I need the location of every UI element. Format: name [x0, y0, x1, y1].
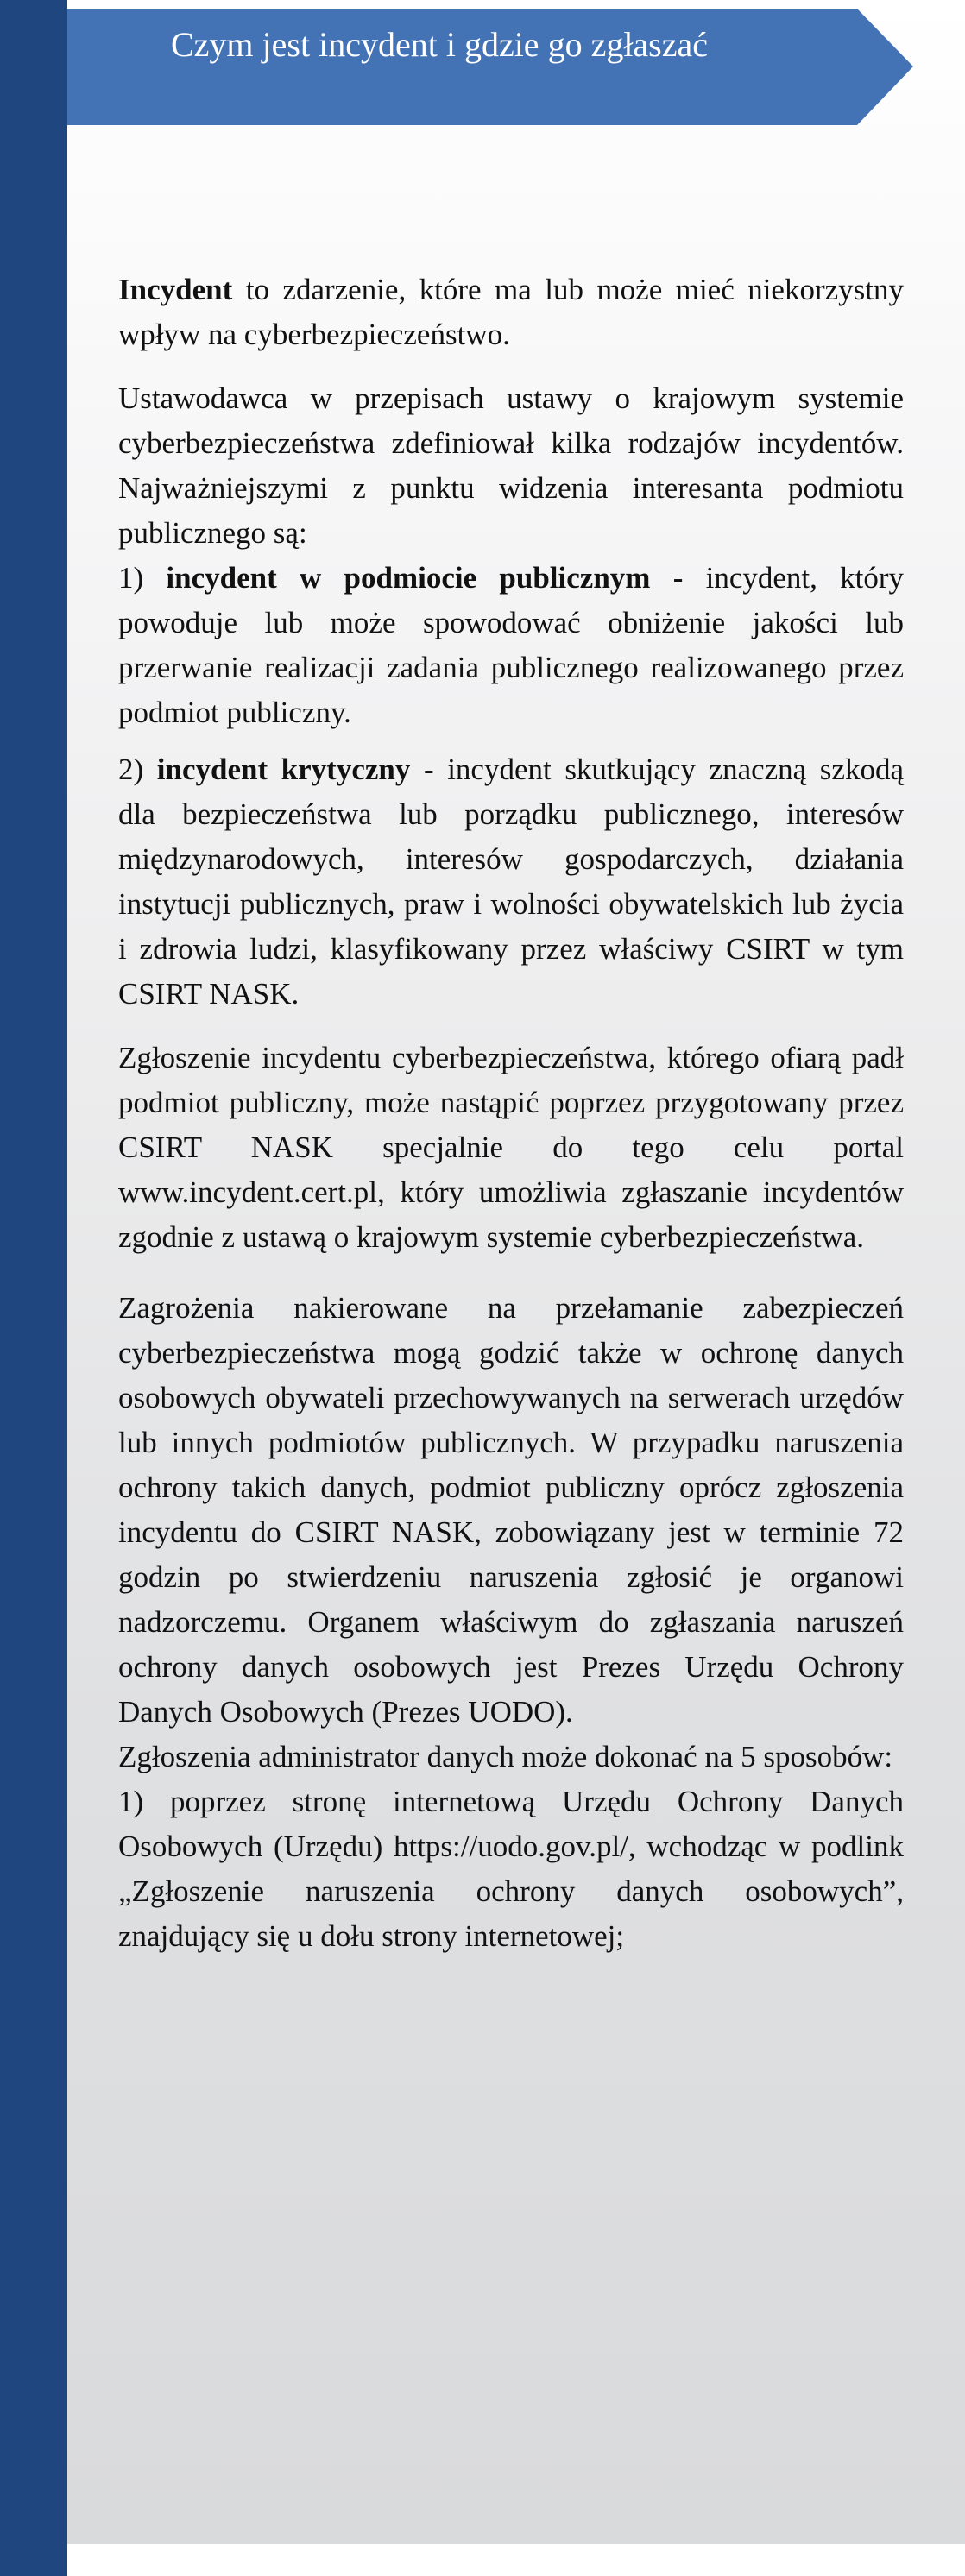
- reporting-methods-intro: Zgłoszenia administrator danych może dokonać na 5 sposobów:: [118, 1740, 893, 1773]
- item-term: incydent w podmiocie publicznym: [166, 561, 651, 595]
- item-text: incydent skutkujący znaczną szkodą dla bezpieczeństwa lub porządku publicznego, interesów międzynarodowych, interesów gospodarczych, działania instytucji publicznych, praw i wolności obywatelskich lub życia i zdrowia ludzi, klasyfikowany przez właściwy CSIRT w tym CSIRT NASK.: [118, 753, 904, 1011]
- reporting-portal-paragraph: Zgłoszenie incydentu cyberbezpieczeństwa, którego ofiarą padł podmiot publiczny, może nastąpić poprzez przygotowany przez CSIRT NASK specjalnie do tego celu portal www.incydent.cert.pl, który umożliwia zgłaszanie incydentów zgodnie z ustawą o krajowym systemie cyberbezpieczeństwa.: [118, 1041, 904, 1254]
- item-number: 1): [118, 561, 167, 595]
- item-number: 2): [118, 753, 157, 786]
- critical-incident-item: [118, 747, 904, 1017]
- reporting-method-1: 1) poprzez stronę internetową Urzędu Ochrony Danych Osobowych (Urzędu) https://uodo.gov.pl/, wchodząc w podlink „Zgłoszenie naruszenia ochrony danych osobowych”, znajdujący się u dołu strony internetowej;: [118, 1785, 904, 1953]
- incident-definition-paragraph: [118, 268, 904, 357]
- section-heading: Czym jest incydent i gdzie go zgłaszać: [171, 25, 709, 64]
- public-entity-incident-item: [118, 556, 904, 735]
- incident-types-intro: Ustawodawca w przepisach ustawy o krajowym systemie cyberbezpieczeństwa zdefiniował kilka rodzajów incydentów. Najważniejszymi z punktu widzenia interesanta podmiotu publicznego są:: [118, 381, 904, 550]
- heading-banner: [67, 9, 913, 125]
- incident-definition-text: to zdarzenie, które ma lub może mieć niekorzystny wpływ na cyberbezpieczeństwo.: [118, 273, 904, 351]
- bottom-margin: [67, 2544, 965, 2576]
- item-term: incydent krytyczny: [156, 753, 411, 786]
- item-dash: -: [410, 753, 434, 786]
- item-text: incydent, który powoduje lub może spowodować obniżenie jakości lub przerwanie realizacji zadania publicznego realizowanego przez podmiot publiczny.: [118, 561, 905, 729]
- left-accent-bar: [0, 0, 67, 2576]
- item-dash: -: [650, 561, 684, 595]
- personal-data-paragraph: Zagrożenia nakierowane na przełamanie zabezpieczeń cyberbezpieczeństwa mogą godzić także w ochronę danych osobowych obywateli przechowywanych na serwerach urzędów lub innych podmiotów publicznych. W przypadku naruszenia ochrony takich danych, podmiot publiczny oprócz zgłoszenia incydentu do CSIRT NASK, zobowiązany jest w terminie 72 godzin po stwierdzeniu naruszenia zgłosić je organowi nadzorczemu. Organem właściwym do zgłaszania naruszeń ochrony danych osobowych jest Prezes Urzędu Ochrony Danych Osobowych (Prezes UODO).: [118, 1291, 904, 1729]
- article-body: [118, 268, 904, 1959]
- incident-term: Incydent: [118, 273, 233, 306]
